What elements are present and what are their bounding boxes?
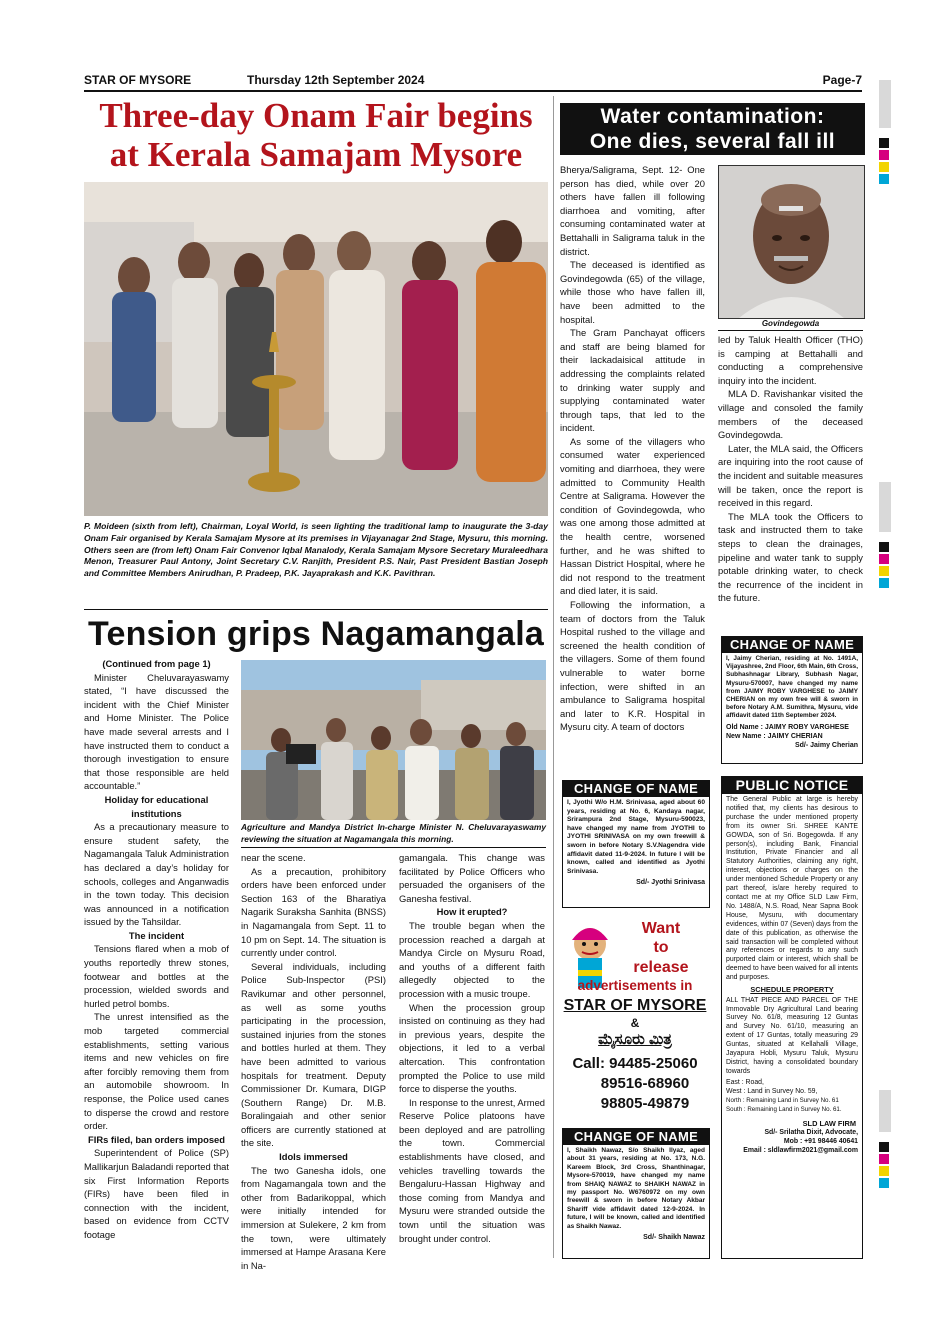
water-paragraph: Bherya/Saligrama, Sept. 12- One person has died, while over 20 others have fallen ill following diarrhoea and vomiting, after consuming contaminated water at Bettahalli in Saligrama taluk in the district. (560, 164, 705, 257)
tension-paragraph: near the scene. (241, 852, 306, 863)
swatch-cyan (879, 174, 889, 184)
notice-heading: PUBLIC NOTICE (722, 777, 862, 794)
water-paragraph: MLA D. Ravishankar visited the village and consoled the family members of the deceased Govindegowda. (718, 388, 863, 441)
masthead-rule (84, 90, 862, 92)
swatch-yellow (879, 566, 889, 576)
promo-phone-2: 89516-68960 (600, 1075, 690, 1092)
firm-name: SLD LAW FIRM (802, 1119, 856, 1129)
tension-paragraph: As a precaution, prohibitory orders have been enforced under Section 163 of the Bharatiya Nagarik Suraksha Sanhita (BNSS) in Nagamangala from Sept. 11 to 10 pm on Sept. 14. The situation is currently under control. (241, 865, 386, 959)
onam-photo-caption: P. Moideen (sixth from left), Chairman, Loyal World, is seen lighting the traditional lamp to inaugurate the 3-day Onam Fair organised by Kerala Samajam Mysore at its premises in Vijayanagar 2nd Stage, Mysuru, this morning. Others seen are (from left) Onam Fair Convenor Iqbal Manalody, Kerala Samajam Mysore Secretary Muraleedhara Menon, Treasurer Paul Antony, Joint Secretary C.V. Ranjith, President P.S. Nair, Past President Bastian Joseph and Committee Members Anirudhan, P. Pradeep, P.K. Jayaprakash and K.K. Pavithran. (84, 521, 548, 579)
nagamangala-caption-rule (241, 847, 546, 848)
promo-phone-3: 98805-49879 (600, 1095, 690, 1112)
registration-marks (879, 0, 891, 1337)
water-column-2 (718, 333, 863, 605)
swatch-cyan (879, 1178, 889, 1188)
ad-heading: CHANGE OF NAME (563, 1129, 709, 1145)
promo-star-of-mysore: STAR OF MYSORE (563, 997, 707, 1014)
issue-date: Thursday 12th September 2024 (247, 73, 425, 87)
onam-headline-line2: at Kerala Samajam Mysore (109, 135, 523, 174)
subhead-idols: Idols immersed (279, 1151, 348, 1163)
portrait-caption-rule (718, 330, 863, 331)
change-of-name-ad-jaimy (721, 636, 863, 764)
change-of-name-ad-jyothi (562, 780, 710, 908)
notice-body: The General Public at large is hereby notified that, my clients has desirous to purchase the under mentioned property from its owner Sri. SHREE KANTE GOWDA, son of Sri. Bogegowda. If any person(s), including Bank, Financial Institution, Private Financier and all Statutory Authorities, claiming any right, interest, objections or charges on the under mentioned Schedule Property or any part thereof, is/are hereby required to contact me at my Office SLD Law Firm, No. 1488/A, N.S. Road, Near Sapna Book House, Mysuru, with documentary evidences, within 07 (Seven) days from the date of this publication, as otherwise the said transaction will be completed without any references or regards to any such purported claim or interest, which shall be deemed to have been waived for all intents and purposes. (726, 796, 858, 982)
promo-want: Want (641, 920, 681, 937)
ad-signature: Sd/- Jyothi Srinivasa (636, 879, 705, 887)
swatch-yellow (879, 1166, 889, 1176)
swatch-magenta (879, 554, 889, 564)
promo-to: to (653, 939, 669, 956)
subhead-firs: FIRs filed, ban orders imposed (87, 1133, 225, 1145)
govindegowda-photo (718, 165, 865, 319)
water-paragraph: The deceased is identified as Govindegowda (65) of the village, while those who have fallen ill, have been admitted to the hospital. (560, 259, 705, 325)
ad-body: I, Jaimy Cherian, residing at No. 1491A, Vijayashree, 2nd Floor, 6th Main, 6th Cross, Subhashnagar Library, Subhash Nagar, Mysuru-570007, have changed my name from JAIMY ROBY VARGHESE to JAIMY CHERIAN on my own free will & sworn in before Notary A.M. Sumithra, Mysuru, vide affidavit dated 11th September 2024. (726, 655, 858, 720)
tension-paragraph: gamangala. This change was facilitated by Police Officers who persuaded the organisers of the Ganesha festival. (399, 852, 545, 904)
page-number: Page-7 (822, 73, 862, 87)
tension-paragraph: Superintendent of Police (SP) Mallikarjun Baladandi reported that six First Information Reports (FIRs) have been filed in connection with the incident, based on evidence from CCTV footage (84, 1147, 229, 1240)
water-paragraph: As some of the villagers who consumed water experienced vomiting and diarrhoea, they were admitted to Community Health Centre at Saligrama. However the condition of Govindegowda, who was one among those admitted at the health centre, worsened further, and he was shifted to Hassan District Hospital, where he did not respond to the treatment and died later, it is said. (560, 435, 705, 597)
water-paragraph: led by Taluk Health Officer (THO) is camping at Bettahalli and conducting a comprehensive inquiry into the incident. (718, 334, 863, 386)
boundary-south: South : Remaining Land in Survey No. 61. (726, 1105, 842, 1113)
promo-advertisements: advertisements in (577, 978, 693, 993)
water-paragraph: Following the information, a team of doctors from the Taluk Hospital rushed to the village and screened the health condition of the villagers. Some of them found vulnerable to water borne infection, were shifted in an ambulance to Saligrama hospital and later to K.R. Hospital in Mysuru city. A team of doctors (560, 599, 705, 733)
tension-paragraph: The two Ganesha idols, one from Nagamangala town and the other from Badarikoppal, which were initially intended for immersion at Sulekere, 2 km from the town, were ultimately immersed at Hampe Arasana Kere in Na- (241, 1164, 386, 1271)
tension-paragraph: When the procession group insisted on continuing as they had in previous years, despite the objections, it led to a verbal altercation. This confrontation prompted the Police to use mild force to disperse the youths. (399, 1001, 545, 1095)
paper-name: STAR OF MYSORE (84, 73, 192, 87)
column-divider (553, 96, 554, 1258)
advocate-name: Sd/- Srilatha Dixit, Advocate, (764, 1129, 858, 1137)
swatch-magenta (879, 150, 889, 160)
onam-photo-illustration (84, 182, 548, 516)
boundary-north: North : Remaining Land in Survey No. 61 (726, 1096, 839, 1104)
water-headline (560, 103, 865, 155)
masthead (84, 73, 862, 89)
continued-note: (Continued from page 1) (102, 658, 211, 669)
ad-signature: Sd/- Jaimy Cherian (794, 741, 858, 749)
subhead-holiday: Holiday for educational institutions (104, 793, 209, 819)
swatch-black (879, 1142, 889, 1152)
promo-ampersand: & (630, 1016, 640, 1030)
swatch-cyan (879, 578, 889, 588)
nagamangala-photo-caption: Agriculture and Mandya District In-charge Minister N. Cheluvarayaswamy reviewing the situation at Nagamangala this morning. (241, 822, 546, 844)
water-paragraph: The MLA took the Officers to task and instructed them to take steps to clean the drainages, pipeline and water tank to supply potable drinking water, to check the recurrence of the incident in the future. (718, 510, 863, 604)
boundary-west: West : Land in Survey No. 59, (726, 1087, 818, 1095)
swatch-black (879, 138, 889, 148)
onam-photo (84, 182, 548, 516)
tension-headline: Tension grips Nagamangala (88, 615, 544, 653)
tension-paragraph: The trouble began when the procession reached a dargah at Mandya Circle on Mysuru Road, and youths of a different faith allegedly objected to the procession with a music troupe. (399, 919, 545, 999)
tension-paragraph: As a precautionary measure to ensure student safety, the Nagamangala Taluk Administration has declared a day’s holiday for schools, colleges and Anganwadis in the town today. This decision was announced in a notification issued by the Tahsildar. (84, 821, 229, 928)
tension-column-3 (399, 851, 545, 1245)
govindegowda-caption: Govindegowda (761, 319, 820, 328)
change-of-name-ad-shaikh (562, 1128, 710, 1259)
swatch-magenta (879, 1154, 889, 1164)
ad-body: I, Jyothi W/o H.M. Srinivasa, aged about 60 years, residing at No. 6, Kandaya nagar, Srirampura 2nd Stage, Mysuru-590023, have changed my name from JYOTHI to JYOTHI SRINIVASA on my own freewill & sworn in before Notary S.V.Nagendra vide affidavit dated 11-9-2024. In future I will be known, called and identified as Jyothi Srinivasa. (567, 799, 705, 875)
subhead-incident: The incident (128, 929, 185, 941)
nagamangala-photo-illustration (241, 660, 546, 820)
tension-paragraph: Tensions flared when a mob of youths reportedly threw stones, footwear and bottles at the procession, wielded swords and hurled petrol bombs. (84, 943, 229, 1009)
ad-old-name: Old Name : JAIMY ROBY VARGHESE (726, 723, 849, 731)
ad-heading: CHANGE OF NAME (563, 781, 709, 797)
advertise-promo (562, 916, 708, 1116)
promo-phone-1: Call: 94485-25060 (572, 1055, 698, 1072)
tension-column-2 (241, 851, 386, 1272)
schedule-body: ALL THAT PIECE AND PARCEL OF THE Immovable Dry Agricultural Land bearing Survey No. 61/8, measuring 12 Guntas and Survey No. 61/10, measuring an extent of 17 Guntas, totally measuring 29 Guntas, situated at Kellahalli Village, Jayapura Hobli, Mysuru Taluk, Mysuru District, having a consolidated boundary towards (726, 996, 858, 1075)
portrait-illustration (719, 166, 864, 318)
water-headline-line1: Water contamination: (600, 105, 825, 128)
schedule-heading: SCHEDULE PROPERTY (750, 985, 834, 995)
advocate-email: Email : sldlawfirm2021@gmail.com (743, 1147, 858, 1155)
tension-paragraph: Minister Cheluvarayaswamy stated, “I have discussed the incident with the Chief Minister and Home Minister. The Police have made several arrests and I have instructed them to conduct a thorough investigation to ensure that those responsible are held accountable.” (84, 671, 229, 792)
promo-kannada: ಮೈಸೂರು ಮಿತ್ರ (598, 1031, 672, 1048)
ad-new-name: New Name : JAIMY CHERIAN (726, 732, 823, 740)
nagamangala-photo (241, 660, 546, 820)
ad-signature: Sd/- Shaikh Nawaz (643, 1234, 705, 1242)
tension-paragraph: In response to the unrest, Armed Reserve Police platoons have been deployed and are patrolling the town. Commercial establishments have closed, and vehicles travelling towards the Bengaluru-Hassan Highway and those coming from Mandya and Mysuru were stranded outside the town until the situation was brought under control. (399, 1096, 546, 1244)
water-headline-line2: One dies, several fall ill (589, 130, 836, 153)
tension-column-1 (84, 657, 229, 1242)
advocate-mobile: Mob : +91 98446 40641 (783, 1138, 858, 1146)
onam-headline-line1: Three-day Onam Fair begins (99, 96, 533, 135)
ad-body: I, Shaikh Nawaz, S/o Shaikh Ilyaz, aged about 31 years, residing at No. 173, N.G. Kareem Block, 3rd Cross, Shanthinagar, Mysore-570019, have changed my name from SHAIQ NAWAZ to SHAIKH NAWAZ in my passport No. W6760972 on my own freewill & sworn in before Notary Akbar Shariff vide affidavit dated 12-9-2024. In future, I will be known, called and identified as Shaikh Nawaz. (567, 1147, 705, 1230)
tension-paragraph: The unrest intensified as the mob targeted commercial establishments, setting various items and new vehicles on fire after forcibly removing them from an automobile showroom. In response, the Police used canes to disperse the crowd and restore order. (84, 1011, 229, 1132)
water-paragraph: Later, the MLA said, the Officers are inquiring into the root cause of the incident and suitable measures will be taken, once the report is received in this regard. (718, 442, 863, 509)
tension-paragraph: Several individuals, including Police Sub-Inspector (PSI) Ravikumar and other personnel, as well as some youths participating in the procession, sustained injuries from the stones and bottles hurled at them. They have been admitted to various hospitals for treatment. Deputy Commissioner Dr. Kumara, DIGP (Southern Range) Dr. M.B. Boralingaiah and other senior officers are currently stationed at the site. (241, 960, 386, 1149)
water-paragraph: The Gram Panchayat officers and staff are being blamed for their lackadaisical attitude in addressing the complaints related to drinking water supply and supplying contaminated water through taps, that led to the incident. (560, 327, 705, 434)
promo-release: release (633, 959, 689, 976)
swatch-black (879, 542, 889, 552)
onam-headline (84, 96, 548, 174)
water-column-1 (560, 163, 705, 734)
ad-heading: CHANGE OF NAME (722, 637, 862, 653)
public-notice-ad (721, 776, 863, 1259)
swatch-yellow (879, 162, 889, 172)
boundary-east: East : Road, (726, 1078, 764, 1086)
onam-bottom-rule (84, 609, 548, 610)
subhead-how-it-erupted: How it erupted? (436, 906, 508, 918)
